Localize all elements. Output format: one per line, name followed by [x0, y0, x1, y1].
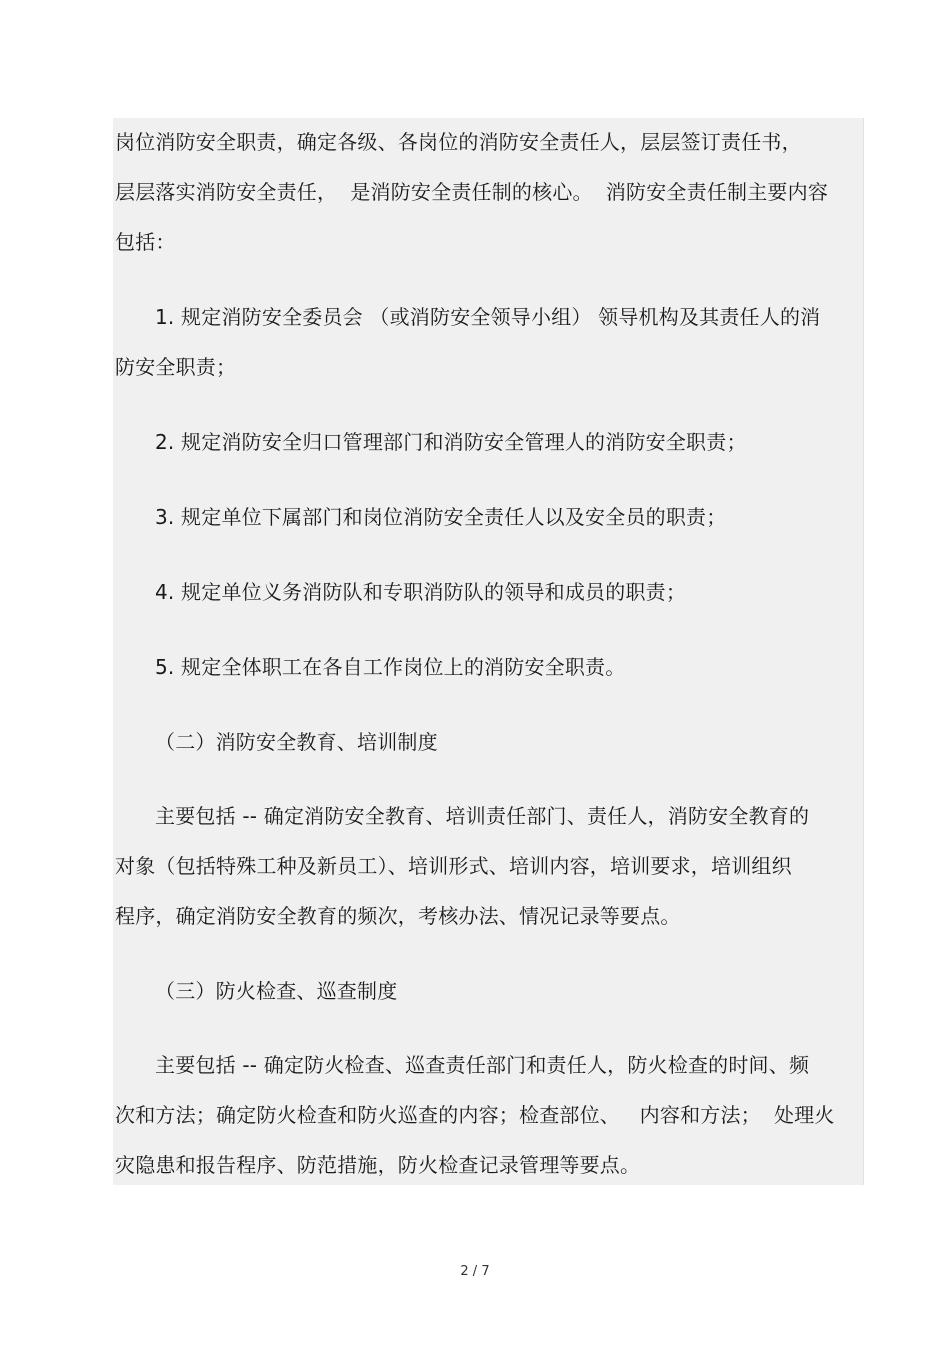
paragraph-line: 对象（包括特殊工种及新员工）、培训形式、培训内容，培训要求，培训组织 — [115, 854, 792, 878]
paragraph-line: 程序，确定消防安全教育的频次，考核办法、情况记录等要点。 — [115, 904, 681, 928]
list-item-3: 3. 规定单位下属部门和岗位消防安全责任人以及安全员的职责； — [155, 505, 727, 529]
paragraph-line: 次和方法；确定防火检查和防火巡查的内容；检查部位、 内容和方法； 处理火 — [115, 1103, 835, 1127]
page-number: 2 / 7 — [460, 1264, 490, 1279]
list-item-1-continuation: 防安全职责； — [115, 355, 237, 379]
paragraph-line: 主要包括 -- 确定消防安全教育、培训责任部门、责任人，消防安全教育的 — [155, 804, 810, 828]
section-heading-3: （三）防火检查、巡查制度 — [155, 979, 398, 1003]
paragraph-line: 灾隐患和报告程序、防范措施，防火检查记录管理等要点。 — [115, 1153, 641, 1177]
document-content-area — [113, 118, 864, 1185]
section-heading-2: （二）消防安全教育、培训制度 — [155, 730, 438, 754]
list-item-4: 4. 规定单位义务消防队和专职消防队的领导和成员的职责； — [155, 580, 687, 604]
list-item-1: 1. 规定消防安全委员会 （或消防安全领导小组） 领导机构及其责任人的消 — [155, 305, 821, 329]
paragraph-line: 层层落实消防安全责任， 是消防安全责任制的核心。 消防安全责任制主要内容 — [115, 180, 829, 204]
list-item-5: 5. 规定全体职工在各自工作岗位上的消防安全职责。 — [155, 655, 626, 679]
paragraph-line: 岗位消防安全职责，确定各级、各岗位的消防安全责任人，层层签订责任书， — [115, 130, 802, 154]
paragraph-line: 主要包括 -- 确定防火检查、巡查责任部门和责任人，防火检查的时间、频 — [155, 1053, 810, 1077]
list-item-2: 2. 规定消防安全归口管理部门和消防安全管理人的消防安全职责； — [155, 430, 747, 454]
paragraph-line: 包括： — [115, 230, 176, 254]
